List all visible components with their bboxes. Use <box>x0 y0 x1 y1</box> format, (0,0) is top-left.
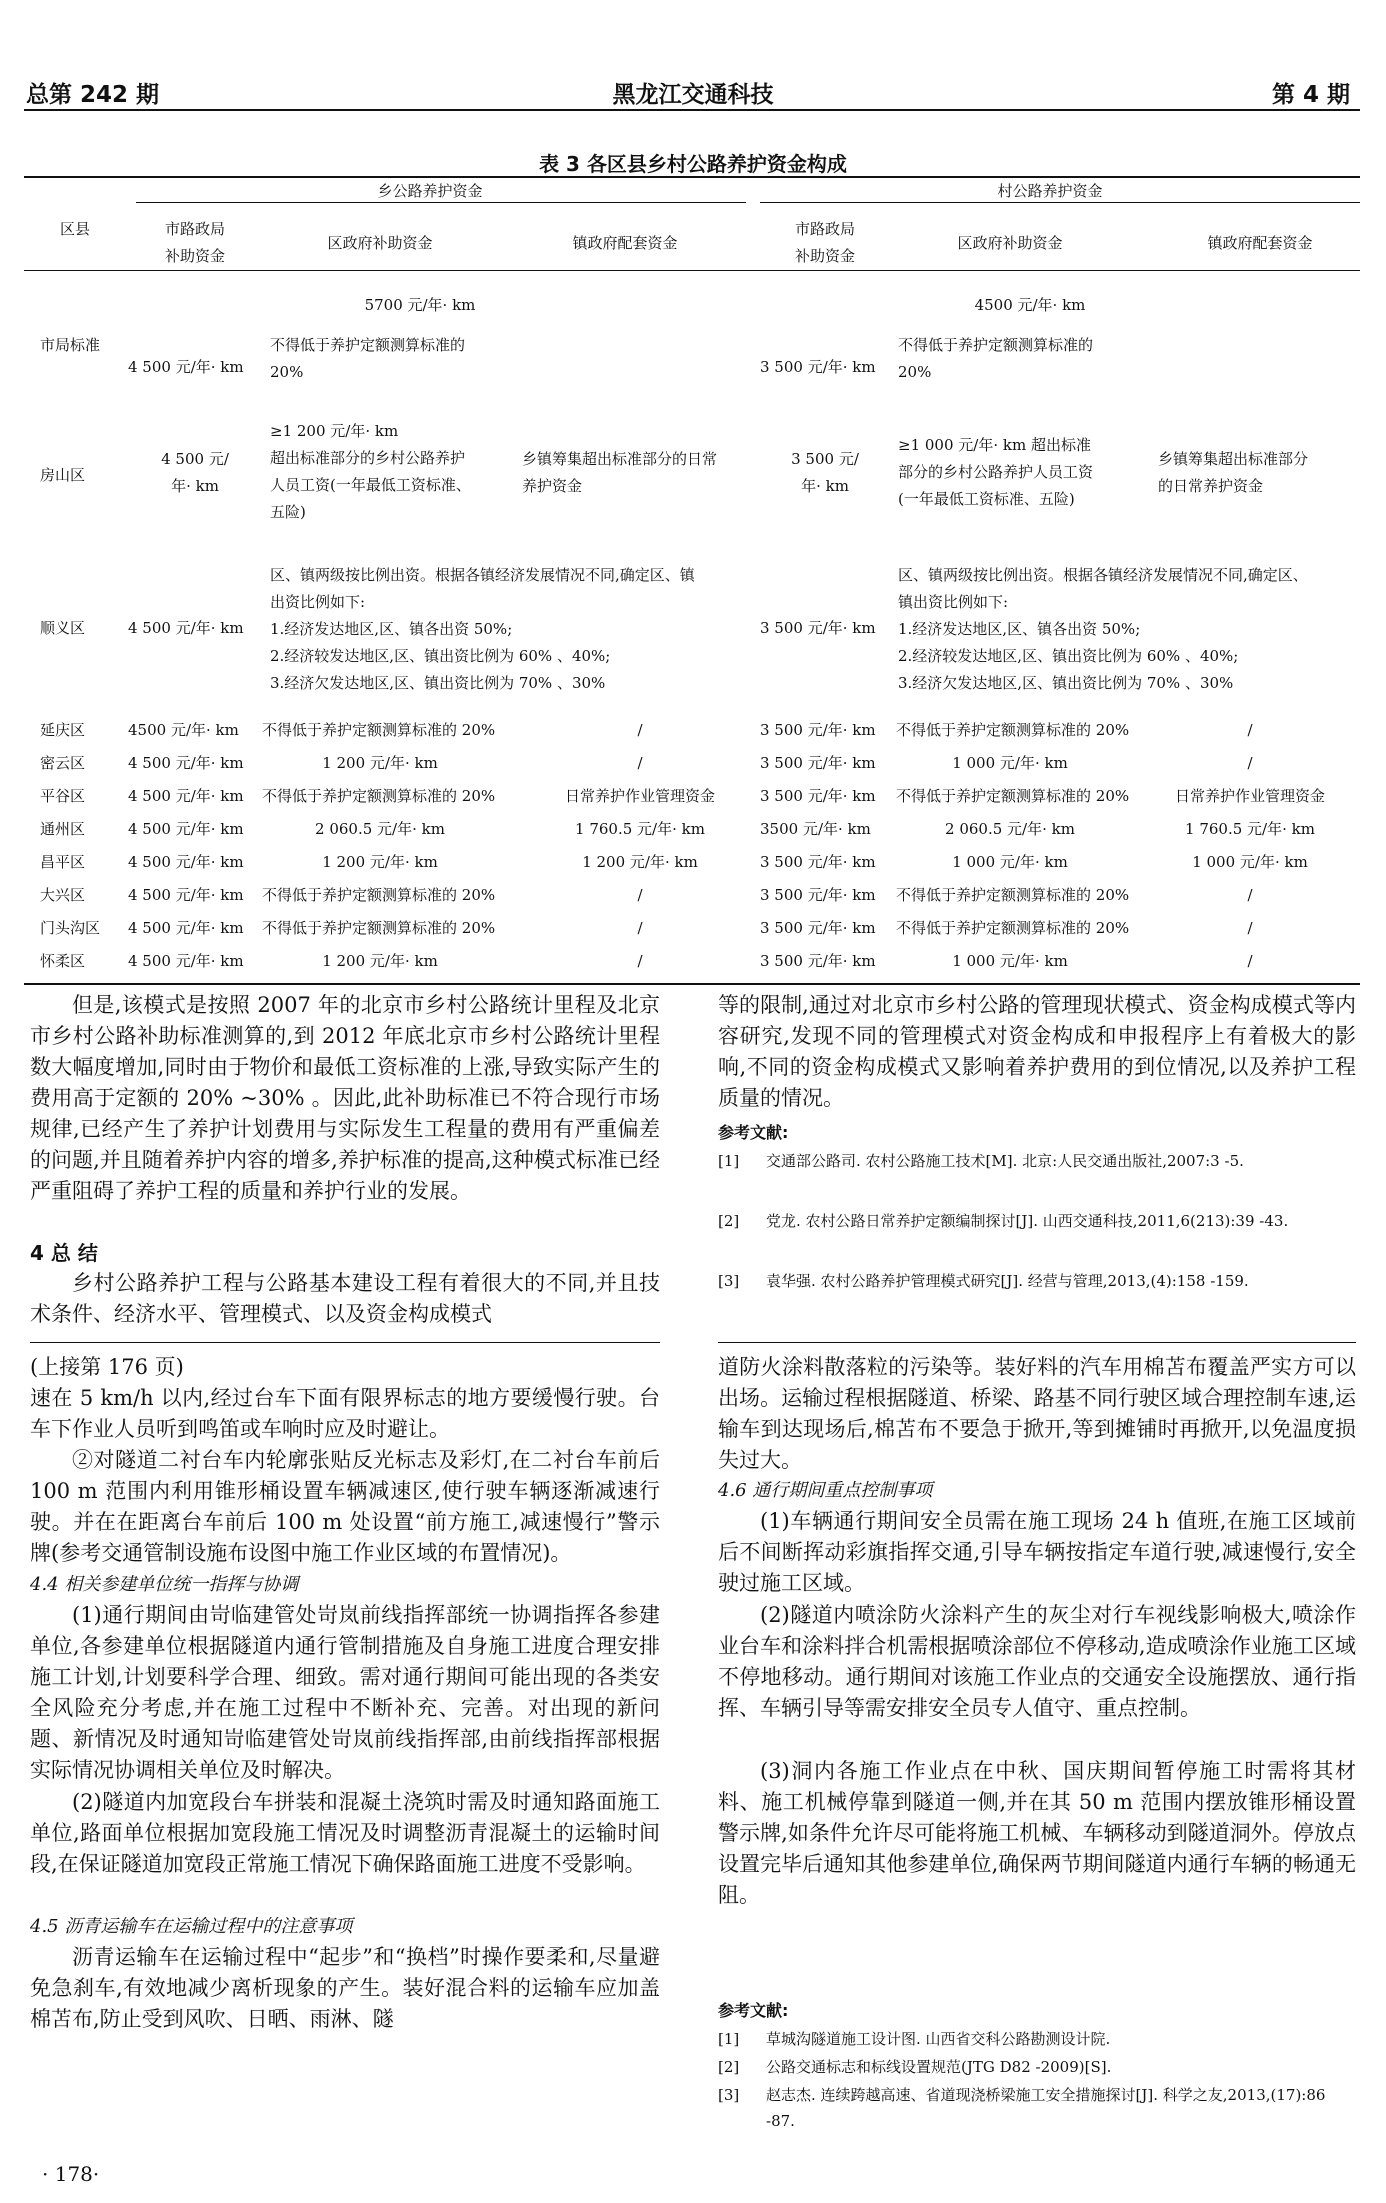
row-district: 市局标准 <box>40 336 101 354</box>
row-township-town <box>522 446 717 500</box>
paragraph: 速在 5 km/h 以内,经过台车下面有限界标志的地方要缓慢行驶。台车下作业人员听到鸣笛或车响时应及时避让。 <box>30 1386 660 1441</box>
cell-line: (一年最低工资标准、五险) <box>898 490 1075 508</box>
reference-item <box>718 2054 1356 2080</box>
article-separator <box>718 1342 1356 1343</box>
header-city-subsidy-line: 补助资金 <box>164 247 225 265</box>
analysis-paragraph: 但是,该模式是按照 2007 年的北京市乡村公路统计里程及北京市乡村公路补助标准测算的,到 2012 年底北京市乡村公路统计里程数大幅度增加,同时由于物价和最低工资标准的上涨,导致实际产生的费用高于定额的 20% ~30% 。因此,此补助标准已不符合现行市场规律,已经产生了养护计划费用与实际发生工程量的费用有严重偏差的问题,并且随着养护内容的增多,养护标准的提高,这种模式标准已经严重阻碍了养护工程的质量和养护行业的发展。 <box>30 993 660 1203</box>
row-village-district: 1 000 元/年· km <box>952 952 1068 970</box>
cell-line: 部分的乡村公路养护人员工资 <box>898 463 1094 481</box>
header-city-subsidy-line: 补助资金 <box>794 247 855 265</box>
row-village-town: / <box>1247 886 1253 904</box>
reference-text: 赵志杰. 连续跨越高速、省道现浇桥梁施工安全措施探讨[J]. 科学之友,2013,(17):86 -87. <box>766 2086 1326 2130</box>
row-village-town: 1 760.5 元/年· km <box>1185 820 1315 838</box>
page-number: · 178· <box>42 2162 100 2186</box>
cell-line: 乡镇筹集超出标准部分的日常 <box>522 450 718 468</box>
subsection-heading-4-6: 4.6 通行期间重点控制事项 <box>718 1480 933 1501</box>
row-village-total: 4500 元/年· km <box>974 296 1086 314</box>
row-township-city: 4 500 元/年· km <box>128 787 244 805</box>
row-village-city: 3 500 元/年· km <box>760 754 876 772</box>
paragraph: (1)通行期间由岢临建管处岢岚前线指挥部统一协调指挥各参建单位,各参建单位根据隧道内通行管制措施及自身施工进度合理安排施工计划,计划要科学合理、细致。需对通行期间可能出现的各类安全风险充分考虑,并在施工过程中不断补充、完善。对出现的新问题、新情况及时通知岢临建管处岢岚前线指挥部,由前线指挥部根据实际情况协调相关单位及时解决。 <box>30 1603 660 1782</box>
reference-number: [3] <box>718 2086 740 2104</box>
reference-item <box>718 1208 1356 1234</box>
cell-line: 的日常养护资金 <box>1158 477 1264 495</box>
reference-text: 党龙. 农村公路日常养护定额编制探讨[J]. 山西交通科技,2011,6(213):39 -43. <box>766 1212 1289 1230</box>
row-township-district <box>270 332 465 386</box>
row-village-town: / <box>1247 754 1253 772</box>
subsection-heading-4-4: 4.4 相关参建单位统一指挥与协调 <box>30 1574 299 1595</box>
cell-line: ≥1 000 元/年· km 超出标准 <box>898 436 1091 454</box>
cell-line: 1.经济发达地区,区、镇各出资 50%; <box>270 620 513 638</box>
row-village-town: 1 000 元/年· km <box>1192 853 1308 871</box>
header-town-matching-1: 镇政府配套资金 <box>572 234 678 252</box>
cell-line: 年· km <box>171 477 219 495</box>
row-village-town <box>1158 446 1308 500</box>
cell-line: ≥1 200 元/年· km <box>270 422 399 440</box>
table-title: 表 3 各区县乡村公路养护资金构成 <box>539 152 847 176</box>
row-village-district: 不得低于养护定额测算标准的 20% <box>896 919 1130 937</box>
row-village-district <box>898 332 1093 386</box>
row-district: 房山区 <box>40 466 86 484</box>
header-rule <box>24 109 1360 111</box>
row-township-town: / <box>637 721 643 739</box>
row-township-city: 4 500 元/年· km <box>128 358 244 376</box>
reference-item <box>718 1268 1356 1294</box>
row-township-town: 日常养护作业管理资金 <box>564 787 715 805</box>
row-township-city: 4 500 元/年· km <box>128 886 244 904</box>
row-township-city: 4 500 元/年· km <box>128 919 244 937</box>
row-district: 通州区 <box>40 820 86 838</box>
issue-total-number: 总第 242 期 <box>26 82 160 108</box>
row-district: 怀柔区 <box>40 952 86 970</box>
row-district: 昌平区 <box>40 853 86 871</box>
reference-item <box>718 2082 1356 2134</box>
row-village-city: 3 500 元/年· km <box>760 853 876 871</box>
references-heading: 参考文献: <box>718 1123 789 1142</box>
reference-number: [2] <box>718 1212 740 1230</box>
row-township-district: 不得低于养护定额测算标准的 20% <box>262 919 496 937</box>
row-village-city: 3500 元/年· km <box>760 820 871 838</box>
row-village-district: 不得低于养护定额测算标准的 20% <box>896 787 1130 805</box>
cell-line: 乡镇筹集超出标准部分 <box>1158 450 1309 468</box>
row-village-district: 不得低于养护定额测算标准的 20% <box>896 886 1130 904</box>
row-township-city: 4500 元/年· km <box>128 721 239 739</box>
row-township-city: 4 500 元/年· km <box>128 952 244 970</box>
row-township-town: / <box>637 754 643 772</box>
cell-line: 出资比例如下: <box>270 593 366 611</box>
cell-line: 养护资金 <box>522 477 583 495</box>
article-separator <box>30 1342 660 1343</box>
row-township-district: 1 200 元/年· km <box>322 853 438 871</box>
row-village-city: 3 500 元/年· km <box>760 721 876 739</box>
cell-line: 超出标准部分的乡村公路养护 <box>270 449 466 467</box>
row-township-city: 4 500 元/年· km <box>128 820 244 838</box>
reference-text: 公路交通标志和标线设置规范(JTG D82 -2009)[S]. <box>766 2058 1112 2076</box>
paragraph: (3)洞内各施工作业点在中秋、国庆期间暂停施工时需将其材料、施工机械停靠到隧道一侧,并在其 50 m 范围内摆放锥形桶设置警示牌,如条件允许尽可能将施工机械、车辆移动到隧道洞外。停放点设置完毕后通知其他参建单位,确保两节期间隧道内通行车辆的畅通无阻。 <box>718 1759 1356 1907</box>
row-village-city: 3 500 元/年· km <box>760 619 876 637</box>
paragraph: 道防火涂料散落粒的污染等。装好料的汽车用棉苫布覆盖严实方可以出场。运输过程根据隧道、桥梁、路基不同行驶区域合理控制车速,运输车到达现场后,棉苫布不要急于掀开,等到摊铺时再掀开,以免温度损失过大。 <box>718 1355 1356 1472</box>
row-district: 门头沟区 <box>40 919 101 937</box>
row-village-city: 3 500 元/年· km <box>760 886 876 904</box>
row-district: 平谷区 <box>40 787 86 805</box>
reference-text: 袁华强. 农村公路养护管理模式研究[J]. 经营与管理,2013,(4):158 -159. <box>766 1272 1249 1290</box>
cell-line: 不得低于养护定额测算标准的 <box>898 336 1094 354</box>
row-township-total: 5700 元/年· km <box>364 296 476 314</box>
reference-number: [3] <box>718 1272 740 1290</box>
row-village-city: 3 500 元/年· km <box>760 952 876 970</box>
header-district-subsidy-1: 区政府补助资金 <box>327 234 433 252</box>
cell-line: 4 500 元/ <box>161 450 229 468</box>
cell-line: 年· km <box>801 477 849 495</box>
cell-line: 3.经济欠发达地区,区、镇出资比例为 70% 、30% <box>270 674 606 692</box>
reference-text: 交通部公路司. 农村公路施工技术[M]. 北京:人民交通出版社,2007:3 -5. <box>766 1152 1244 1170</box>
row-village-city: 3 500 元/年· km <box>760 358 876 376</box>
header-township-group: 乡公路养护资金 <box>377 182 483 200</box>
cell-line: 区、镇两级按比例出资。根据各镇经济发展情况不同,确定区、镇 <box>270 566 695 584</box>
row-township-district: 1 200 元/年· km <box>322 952 438 970</box>
row-township-town: / <box>637 886 643 904</box>
conclusion-paragraph-continued: 等的限制,通过对北京市乡村公路的管理现状模式、资金构成模式等内容研究,发现不同的管理模式对资金构成和申报程序上有着极大的影响,不同的资金构成模式又影响着养护费用的到位情况,以及养护工程质量的情况。 <box>718 993 1356 1110</box>
cell-line: 五险) <box>270 503 306 521</box>
paragraph: ②对隧道二衬台车内轮廓张贴反光标志及彩灯,在二衬台车前后 100 m 范围内利用锥形桶设置车辆减速区,使行驶车辆逐渐减速行驶。并在在距离台车前后 100 m 处设置“前方施工,减速慢行”警示牌(参考交通管制设施布设图中施工作业区域的布置情况)。 <box>30 1448 660 1565</box>
cell-line: 3 500 元/ <box>791 450 859 468</box>
row-township-district <box>270 418 471 526</box>
row-village-town: 日常养护作业管理资金 <box>1174 787 1325 805</box>
header-city-subsidy-line: 市路政局 <box>794 220 855 238</box>
reference-number: [1] <box>718 2030 740 2048</box>
row-township-town: / <box>637 952 643 970</box>
cell-line: 2.经济较发达地区,区、镇出资比例为 60% 、40%; <box>898 647 1239 665</box>
cell-line: 区、镇两级按比例出资。根据各镇经济发展情况不同,确定区、 <box>898 566 1308 584</box>
row-village-district <box>898 562 1308 697</box>
reference-item <box>718 1148 1356 1174</box>
row-village-district <box>898 432 1093 513</box>
row-township-town: / <box>637 919 643 937</box>
journal-title: 黑龙江交通科技 <box>612 82 774 108</box>
paragraph: (2)隧道内加宽段台车拼装和混凝土浇筑时需及时通知路面施工单位,路面单位根据加宽段施工情况及时调整沥青混凝土的运输时间段,在保证隧道加宽段正常施工情况下确保路面施工进度不受影响。 <box>30 1790 660 1876</box>
row-village-city: 3 500 元/年· km <box>760 919 876 937</box>
header-city-subsidy-line: 市路政局 <box>164 220 225 238</box>
row-township-district: 不得低于养护定额测算标准的 20% <box>262 886 496 904</box>
cell-line: 1.经济发达地区,区、镇各出资 50%; <box>898 620 1141 638</box>
subsection-heading-4-5: 4.5 沥青运输车在运输过程中的注意事项 <box>30 1916 353 1937</box>
row-township-city: 4 500 元/年· km <box>128 619 244 637</box>
reference-number: [1] <box>718 1152 740 1170</box>
conclusion-paragraph: 乡村公路养护工程与公路基本建设工程有着很大的不同,并且技术条件、经济水平、管理模式、以及资金构成模式 <box>30 1271 660 1326</box>
header-district: 区县 <box>59 220 90 238</box>
references-heading: 参考文献: <box>718 2001 789 2020</box>
row-district: 大兴区 <box>40 886 86 904</box>
row-village-district: 不得低于养护定额测算标准的 20% <box>896 721 1130 739</box>
cell-line: 2.经济较发达地区,区、镇出资比例为 60% 、40%; <box>270 647 611 665</box>
header-city-subsidy-2 <box>770 216 880 270</box>
row-township-city: 4 500 元/年· km <box>128 754 244 772</box>
continuation-note: (上接第 176 页) <box>30 1355 184 1379</box>
row-village-district: 1 000 元/年· km <box>952 754 1068 772</box>
table-rule-bottom <box>24 983 1360 985</box>
table-rule-header <box>24 270 1360 271</box>
row-township-district: 不得低于养护定额测算标准的 20% <box>262 787 496 805</box>
row-district: 顺义区 <box>40 619 86 637</box>
row-village-town: / <box>1247 721 1253 739</box>
cell-line: 镇出资比例如下: <box>898 593 1009 611</box>
issue-number: 第 4 期 <box>1271 82 1350 108</box>
cell-line: 20% <box>898 363 932 381</box>
cell-line: 20% <box>270 363 304 381</box>
row-village-town: / <box>1247 919 1253 937</box>
row-village-district: 1 000 元/年· km <box>952 853 1068 871</box>
row-township-district: 1 200 元/年· km <box>322 754 438 772</box>
cell-line: 人员工资(一年最低工资标准、 <box>270 476 471 494</box>
row-township-town: 1 200 元/年· km <box>582 853 698 871</box>
row-village-city: 3 500 元/年· km <box>760 787 876 805</box>
row-township-district: 不得低于养护定额测算标准的 20% <box>262 721 496 739</box>
row-township-city <box>140 446 250 500</box>
row-township-city: 4 500 元/年· km <box>128 853 244 871</box>
header-village-group: 村公路养护资金 <box>997 182 1103 200</box>
row-village-town: / <box>1247 952 1253 970</box>
row-district: 密云区 <box>40 754 86 772</box>
cell-line: 不得低于养护定额测算标准的 <box>270 336 466 354</box>
reference-number: [2] <box>718 2058 740 2076</box>
paragraph: (1)车辆通行期间安全员需在施工现场 24 h 值班,在施工区域前后不间断挥动彩旗指挥交通,引导车辆按指定车道行驶,减速慢行,安全驶过施工区域。 <box>718 1509 1356 1595</box>
row-township-district <box>270 562 695 697</box>
paragraph: 沥青运输车在运输过程中“起步”和“换档”时操作要柔和,尽量避免急刹车,有效地减少离析现象的产生。装好混合料的运输车应加盖棉苫布,防止受到风吹、日晒、雨淋、隧 <box>30 1945 660 2031</box>
header-city-subsidy-1 <box>140 216 250 270</box>
row-village-city <box>770 446 880 500</box>
paragraph: (2)隧道内喷涂防火涂料产生的灰尘对行车视线影响极大,喷涂作业台车和涂料拌合机需根据喷涂部位不停移动,造成喷涂作业施工区域不停地移动。通行期间对该施工作业点的交通安全设施摆放、通行指挥、车辆引导等需安排安全员专人值守、重点控制。 <box>718 1603 1356 1720</box>
reference-text: 草城沟隧道施工设计图. 山西省交科公路勘测设计院. <box>766 2030 1111 2048</box>
header-district-subsidy-2: 区政府补助资金 <box>957 234 1063 252</box>
row-township-district: 2 060.5 元/年· km <box>315 820 445 838</box>
section-heading-conclusion: 4 总 结 <box>30 1241 98 1265</box>
cell-line: 3.经济欠发达地区,区、镇出资比例为 70% 、30% <box>898 674 1234 692</box>
row-township-town: 1 760.5 元/年· km <box>575 820 705 838</box>
header-town-matching-2: 镇政府配套资金 <box>1207 234 1313 252</box>
row-village-district: 2 060.5 元/年· km <box>945 820 1075 838</box>
reference-item <box>718 2026 1356 2052</box>
row-district: 延庆区 <box>40 721 86 739</box>
